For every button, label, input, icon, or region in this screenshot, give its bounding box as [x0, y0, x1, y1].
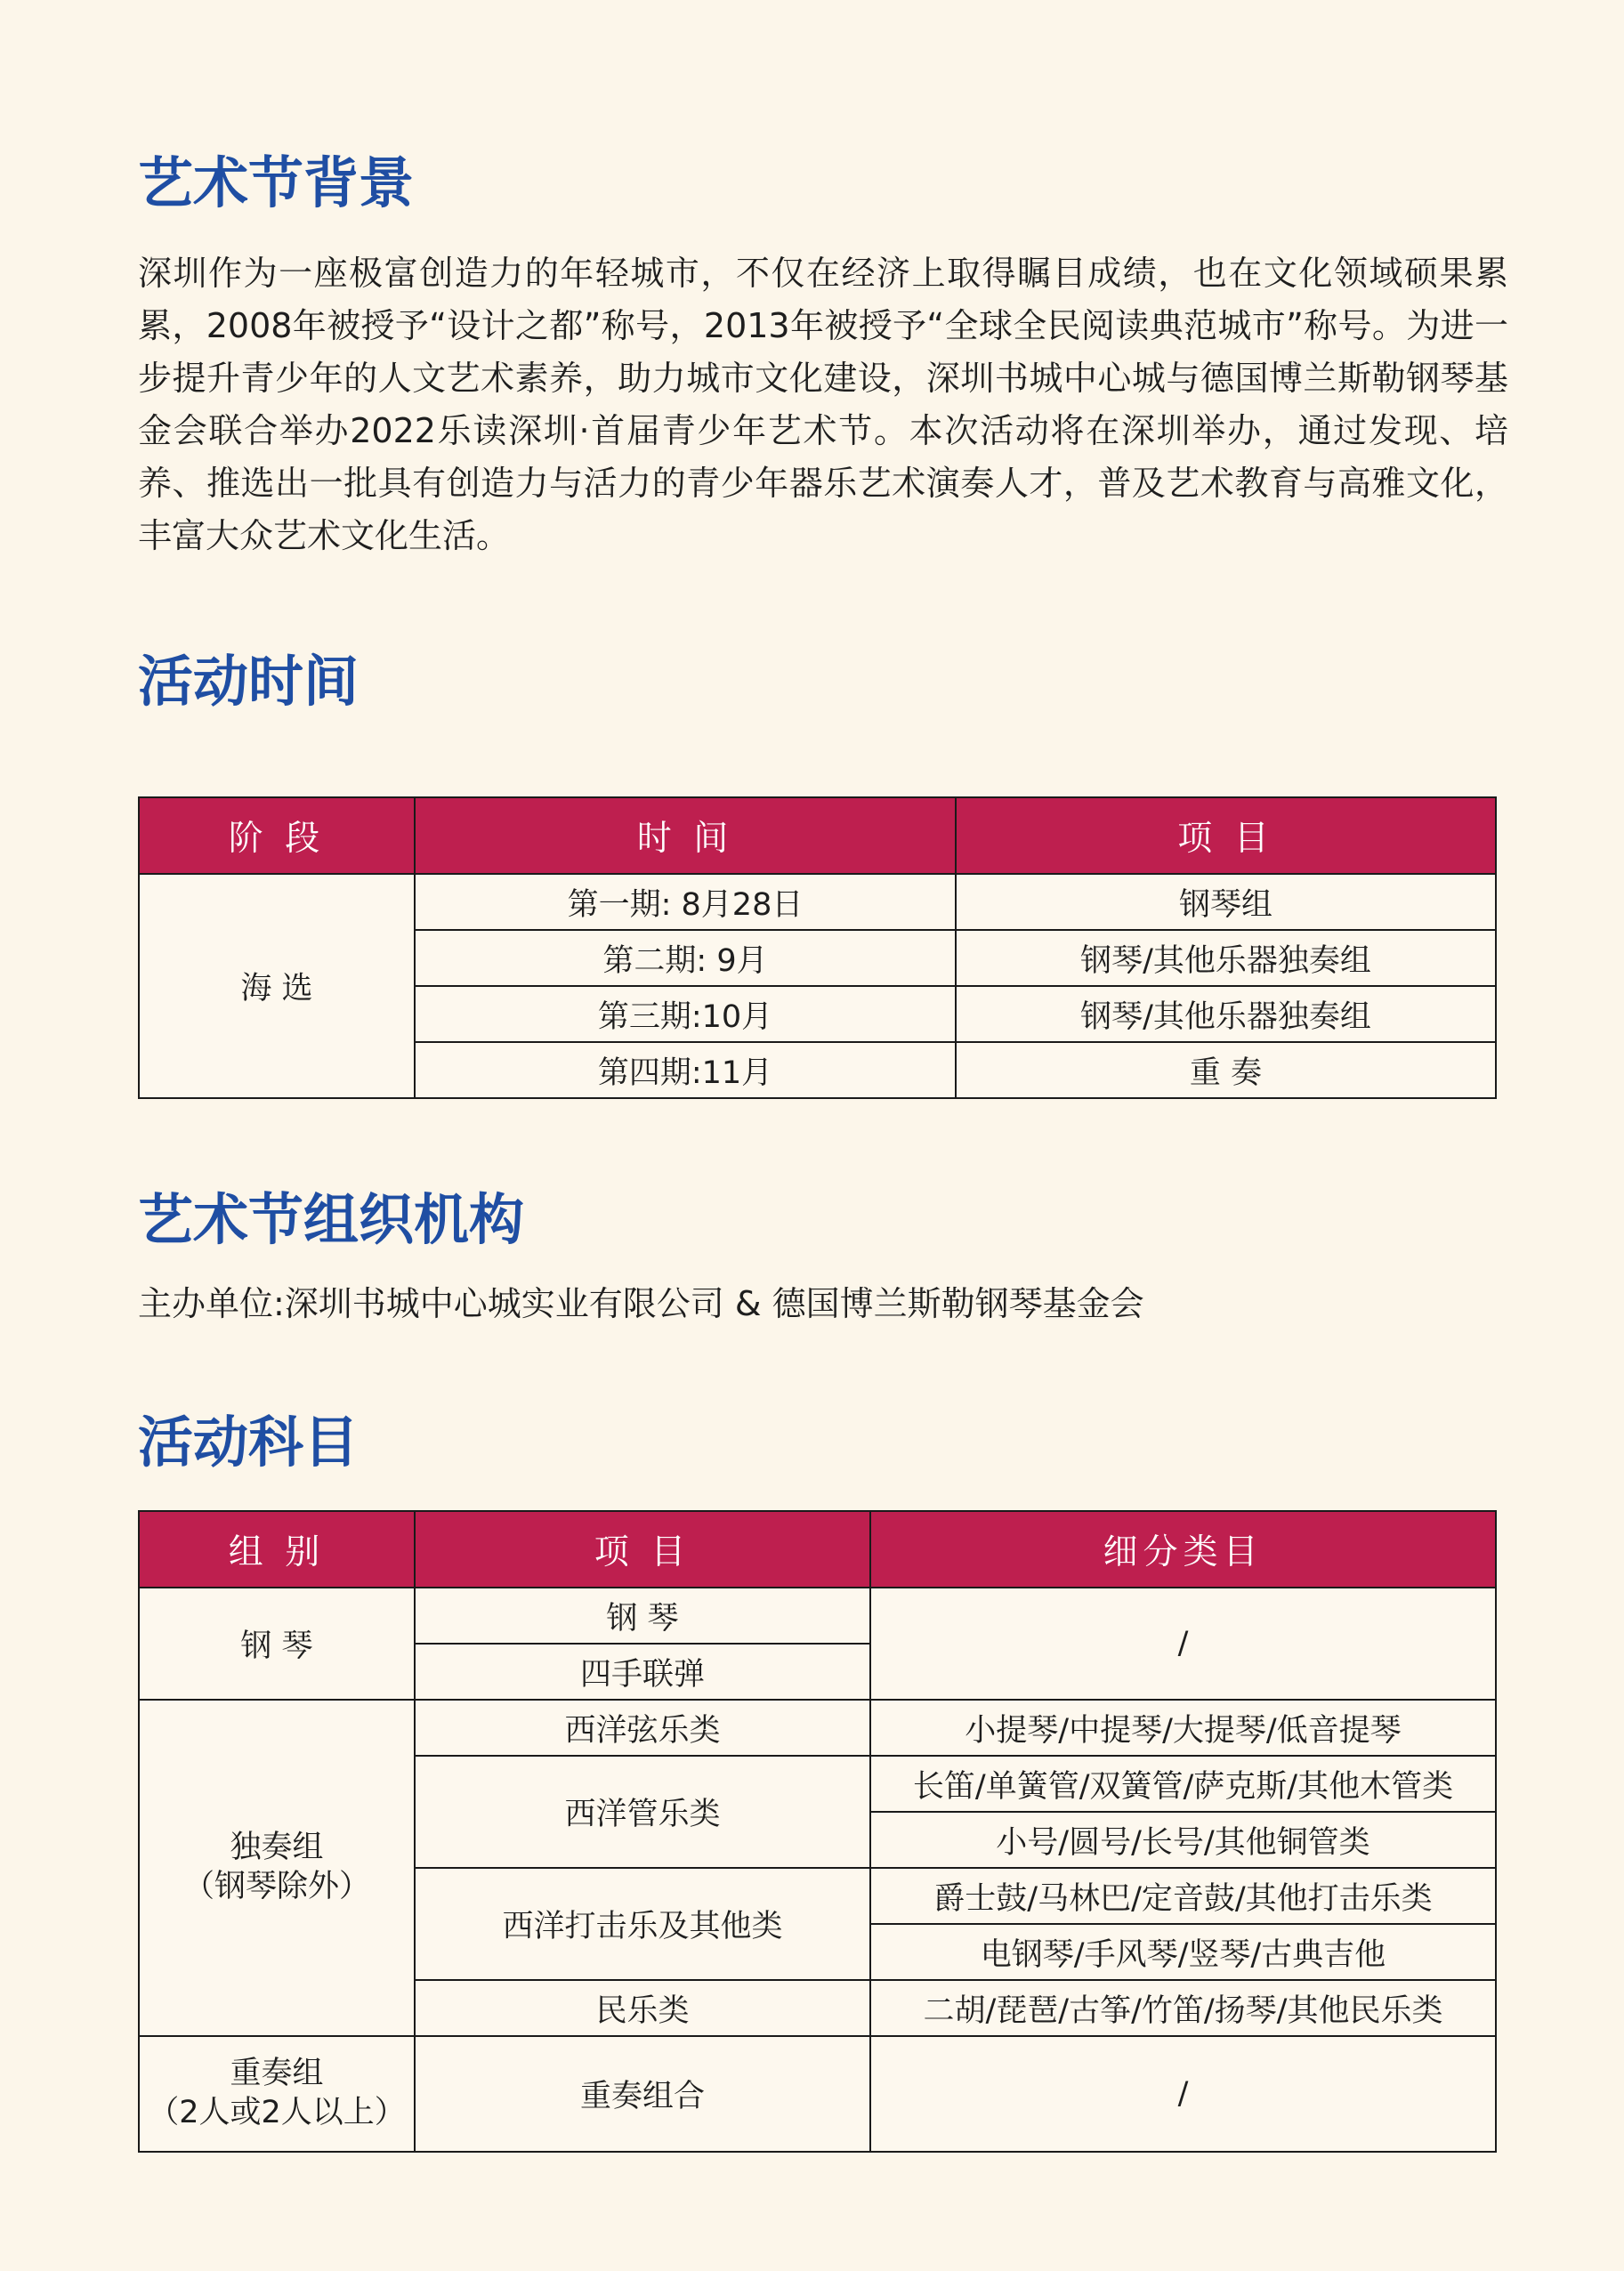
subjects-table: [138, 1510, 1497, 2153]
subjects-detail-cell: /: [870, 1588, 1496, 1700]
subjects-group-solo: [139, 1700, 415, 2036]
schedule-header-item: 项 目: [956, 797, 1496, 874]
schedule-header-row: [139, 797, 1496, 874]
schedule-time-cell: 第三期:10月: [415, 986, 956, 1042]
subjects-header-group: 组 别: [139, 1511, 415, 1588]
background-heading: 艺术节背景: [138, 150, 415, 215]
table-row: [139, 1588, 1496, 1644]
schedule-item-cell: 重 奏: [956, 1042, 1496, 1098]
subjects-item-cell: 钢 琴: [415, 1588, 870, 1644]
schedule-item-cell: 钢琴组: [956, 874, 1496, 930]
subjects-header-item: 项 目: [415, 1511, 870, 1588]
organizer-text: 主办单位:深圳书城中心城实业有限公司 & 德国博兰斯勒钢琴基金会: [138, 1284, 1144, 1323]
schedule-item-cell: 钢琴/其他乐器独奏组: [956, 986, 1496, 1042]
table-row: [139, 874, 1496, 930]
subjects-detail-cell: /: [870, 2036, 1496, 2152]
schedule-table: [138, 796, 1497, 1099]
schedule-header-stage: 阶 段: [139, 797, 415, 874]
subjects-item-cell: 四手联弹: [415, 1644, 870, 1700]
table-row: [139, 2036, 1496, 2152]
subjects-item-cell: 西洋管乐类: [415, 1756, 870, 1868]
subjects-header-detail: 细分类目: [870, 1511, 1496, 1588]
organization-heading: 艺术节组织机构: [138, 1187, 525, 1252]
subjects-group-solo-line1: 独奏组: [230, 1830, 324, 1866]
schedule-item-cell: 钢琴/其他乐器独奏组: [956, 930, 1496, 986]
schedule-header-time: 时 间: [415, 797, 956, 874]
subjects-header-row: [139, 1511, 1496, 1588]
subjects-group-solo-line2: （钢琴除外）: [182, 1869, 370, 1904]
schedule-time-cell: 第二期: 9月: [415, 930, 956, 986]
subjects-group-ensemble-line2: （2人或2人以上）: [148, 2095, 406, 2130]
subjects-item-cell: 西洋弦乐类: [415, 1700, 870, 1756]
subjects-detail-cell: 小提琴/中提琴/大提琴/低音提琴: [870, 1700, 1496, 1756]
subjects-group-ensemble-line1: 重奏组: [230, 2056, 324, 2092]
subjects-group-piano: 钢 琴: [139, 1588, 415, 1700]
subjects-item-cell: 西洋打击乐及其他类: [415, 1868, 870, 1980]
schedule-heading: 活动时间: [138, 649, 360, 714]
subjects-detail-cell: 爵士鼓/马林巴/定音鼓/其他打击乐类: [870, 1868, 1496, 1924]
subjects-detail-cell: 二胡/琵琶/古筝/竹笛/扬琴/其他民乐类: [870, 1980, 1496, 2036]
subjects-detail-cell: 长笛/单簧管/双簧管/萨克斯/其他木管类: [870, 1756, 1496, 1812]
subjects-group-ensemble: [139, 2036, 415, 2152]
subjects-heading: 活动科目: [138, 1410, 360, 1475]
schedule-time-cell: 第一期: 8月28日: [415, 874, 956, 930]
subjects-item-cell: 重奏组合: [415, 2036, 870, 2152]
background-paragraph: 深圳作为一座极富创造力的年轻城市，不仅在经济上取得瞩目成绩，也在文化领域硕果累累，2008年被授予“设计之都”称号，2013年被授予“全球全民阅读典范城市”称号。为进一步提升青少年的人文艺术素养，助力城市文化建设，深圳书城中心城与德国博兰斯勒钢琴基金会联合举办2022乐读深圳·首届青少年艺术节。本次活动将在深圳举办，通过发现、培养、推选出一批具有创造力与活力的青少年器乐艺术演奏人才，普及艺术教育与高雅文化，丰富大众艺术文化生活。: [138, 254, 1508, 555]
schedule-time-cell: 第四期:11月: [415, 1042, 956, 1098]
table-row: [139, 1700, 1496, 1756]
subjects-item-cell: 民乐类: [415, 1980, 870, 2036]
subjects-detail-cell: 小号/圆号/长号/其他铜管类: [870, 1812, 1496, 1868]
subjects-detail-cell: 电钢琴/手风琴/竖琴/古典吉他: [870, 1924, 1496, 1980]
schedule-stage-cell: 海 选: [139, 874, 415, 1098]
